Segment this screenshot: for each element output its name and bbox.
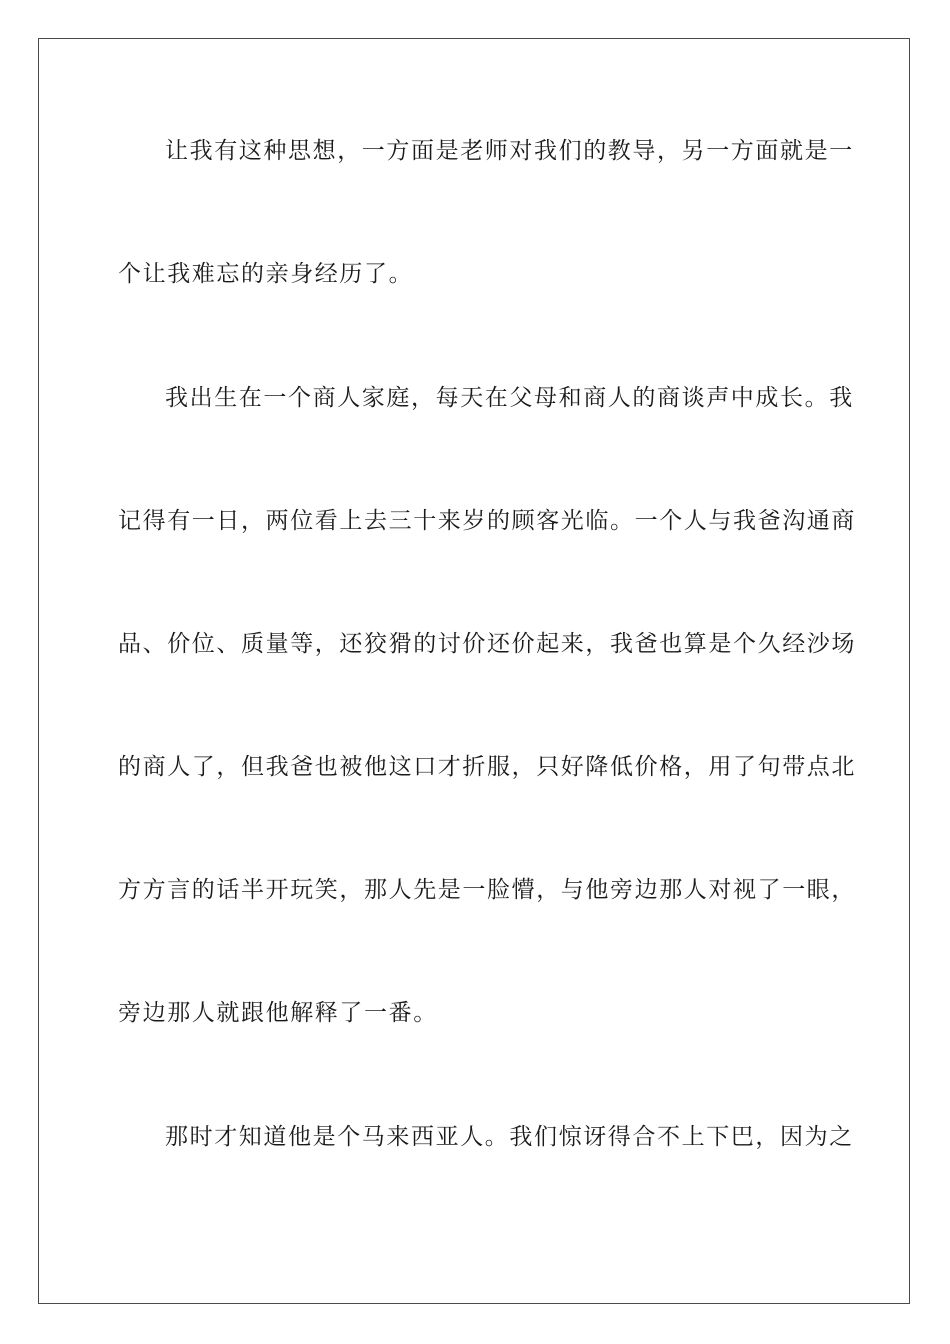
paragraph-2-line-4: 的商人了，但我爸也被他这口才折服，只好降低价格，用了句带点北 xyxy=(118,754,856,780)
paragraph-2-line-5: 方方言的话半开玩笑，那人先是一脸懵，与他旁边那人对视了一眼， xyxy=(118,877,856,903)
page-border xyxy=(38,38,910,1304)
paragraph-1-line-1: 让我有这种思想，一方面是老师对我们的教导，另一方面就是一 xyxy=(165,138,854,164)
paragraph-2-line-6: 旁边那人就跟他解释了一番。 xyxy=(118,1000,438,1026)
paragraph-2-line-3: 品、价位、质量等，还狡猾的讨价还价起来，我爸也算是个久经沙场 xyxy=(118,631,856,657)
paragraph-2-line-1: 我出生在一个商人家庭，每天在父母和商人的商谈声中成长。我 xyxy=(165,385,854,411)
paragraph-2-line-2: 记得有一日，两位看上去三十来岁的顾客光临。一个人与我爸沟通商 xyxy=(118,508,856,534)
paragraph-1-line-2: 个让我难忘的亲身经历了。 xyxy=(118,261,414,287)
paragraph-3-line-1: 那时才知道他是个马来西亚人。我们惊讶得合不上下巴，因为之 xyxy=(165,1124,854,1150)
